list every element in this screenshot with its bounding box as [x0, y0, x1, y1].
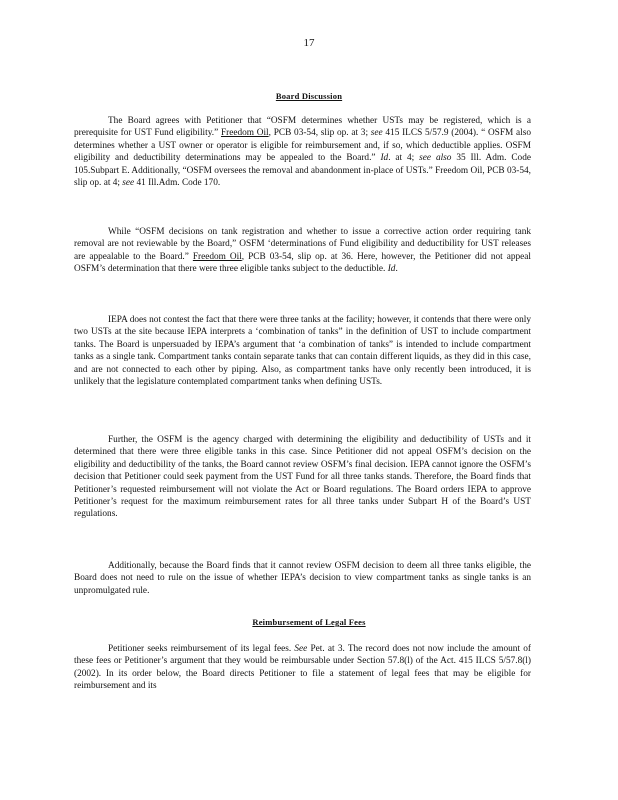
heading-board-discussion-text: Board Discussion [275, 91, 343, 101]
paragraph-2 [74, 226, 531, 276]
citation-signal: see [370, 128, 383, 139]
text-run: The Board agrees with Petitioner that “OSFM determines whether USTs may be registered, which is a prerequisite for UST Fund eligibility.” [74, 116, 531, 139]
heading-reimbursement-legal-fees [0, 617, 618, 627]
text-run: IEPA does not contest the fact that there were three tanks at the facility; however, it contends that there were only two USTs at the site because IEPA interprets a ‘combination of tanks” in the definition of UST to include compartment tanks. The Board is unpersuaded by IEPA’s argument that ‘a combination of tanks” is intended to include compartment tanks as a single tank. Compartment tanks contain separate tanks that can contain different liquids, as they did in this case, and are not connected to each other by piping. Also, as compartment tanks have only recently been introduced, it is unlikely that the legislature contemplated compartment tanks when defining USTs. [74, 315, 531, 388]
paragraph-1 [74, 115, 531, 189]
paragraph-3 [74, 314, 531, 388]
paragraph-6 [74, 643, 531, 693]
text-run: Pet. at 3. The record does not now include the amount of these fees or Petitioner’s argument that they would be reimbursable under Section 57.8(l) of the Act. 415 ILCS 5/57.8(l) (2002). In its order below, the Board directs Petitioner to file a statement of legal fees that may be eligible for reimbursement and its [74, 644, 531, 692]
text-run: 41 Ill.Adm. Code 170. [134, 178, 221, 189]
text-run: . [395, 264, 398, 275]
text-run: , PCB 03-54, slip op. at 3; [268, 128, 371, 139]
text-run: 415 ILCS 5/57.9 (2004). “ OSFM also determines whether a UST owner or operator is eligible for reimbursement and, if so, which deductible applies. OSFM eligibility and deductibility determinations may be appealed to the Board.” [74, 128, 531, 164]
text-run: 35 Ill. Adm. Code 105.Subpart E. Additionally, “OSFM oversees the removal and abandonment in-place of USTs.” Freedom Oil, PCB 03-54, slip op. at 4; [74, 153, 531, 189]
paragraph-4 [74, 434, 531, 521]
citation-signal: see also [419, 153, 452, 164]
page-number: 17 [303, 37, 315, 49]
citation-signal: See [294, 644, 308, 654]
text-run: Additionally, because the Board finds that it cannot review OSFM decision to deem all three tanks eligible, the Board does not need to rule on the issue of whether IEPA’s decision to view compartment tanks as single tanks is an unpromulgated rule. [74, 561, 531, 596]
text-run: Petitioner seeks reimbursement of its legal fees. [108, 644, 295, 654]
text-run: . at 4; [388, 153, 420, 164]
paragraph-5 [74, 560, 531, 597]
citation-signal: see [122, 178, 135, 189]
text-run: , PCB 03-54, slip op. at 36. Here, however, the Petitioner did not appeal OSFM’s determination that there were three eligible tanks subject to the deductible. [74, 251, 531, 275]
case-name: Freedom Oil [192, 251, 242, 262]
citation-signal: Id [380, 153, 389, 164]
heading-board-discussion [0, 91, 618, 101]
heading-reimbursement-legal-fees-text: Reimbursement of Legal Fees [252, 617, 366, 627]
text-run: Further, the OSFM is the agency charged with determining the eligibility and deductibility of USTs and it determined that there were three eligible tanks in this case. Since Petitioner did not appeal OSFM’s decision on the eligibility and deductibility of the tanks, the Board cannot review OSFM’s final decision. IEPA cannot ignore the OSFM’s decision that Petitioner could seek payment from the UST Fund for all three tanks stands. Therefore, the Board finds that Petitioner’s requested reimbursement will not violate the Act or Board regulations. The Board orders IEPA to approve Petitioner’s request for the maximum reimbursement rates for all three tanks under Subpart H of the Board’s UST regulations. [74, 435, 531, 520]
text-run: While “OSFM decisions on tank registration and whether to issue a corrective action order requiring tank removal are not reviewable by the Board,” OSFM ‘determinations of Fund eligibility and deductibility for UST releases are appealable to the Board.” [74, 227, 531, 262]
case-name: Freedom Oil [220, 128, 269, 139]
citation-signal: Id [387, 264, 396, 275]
